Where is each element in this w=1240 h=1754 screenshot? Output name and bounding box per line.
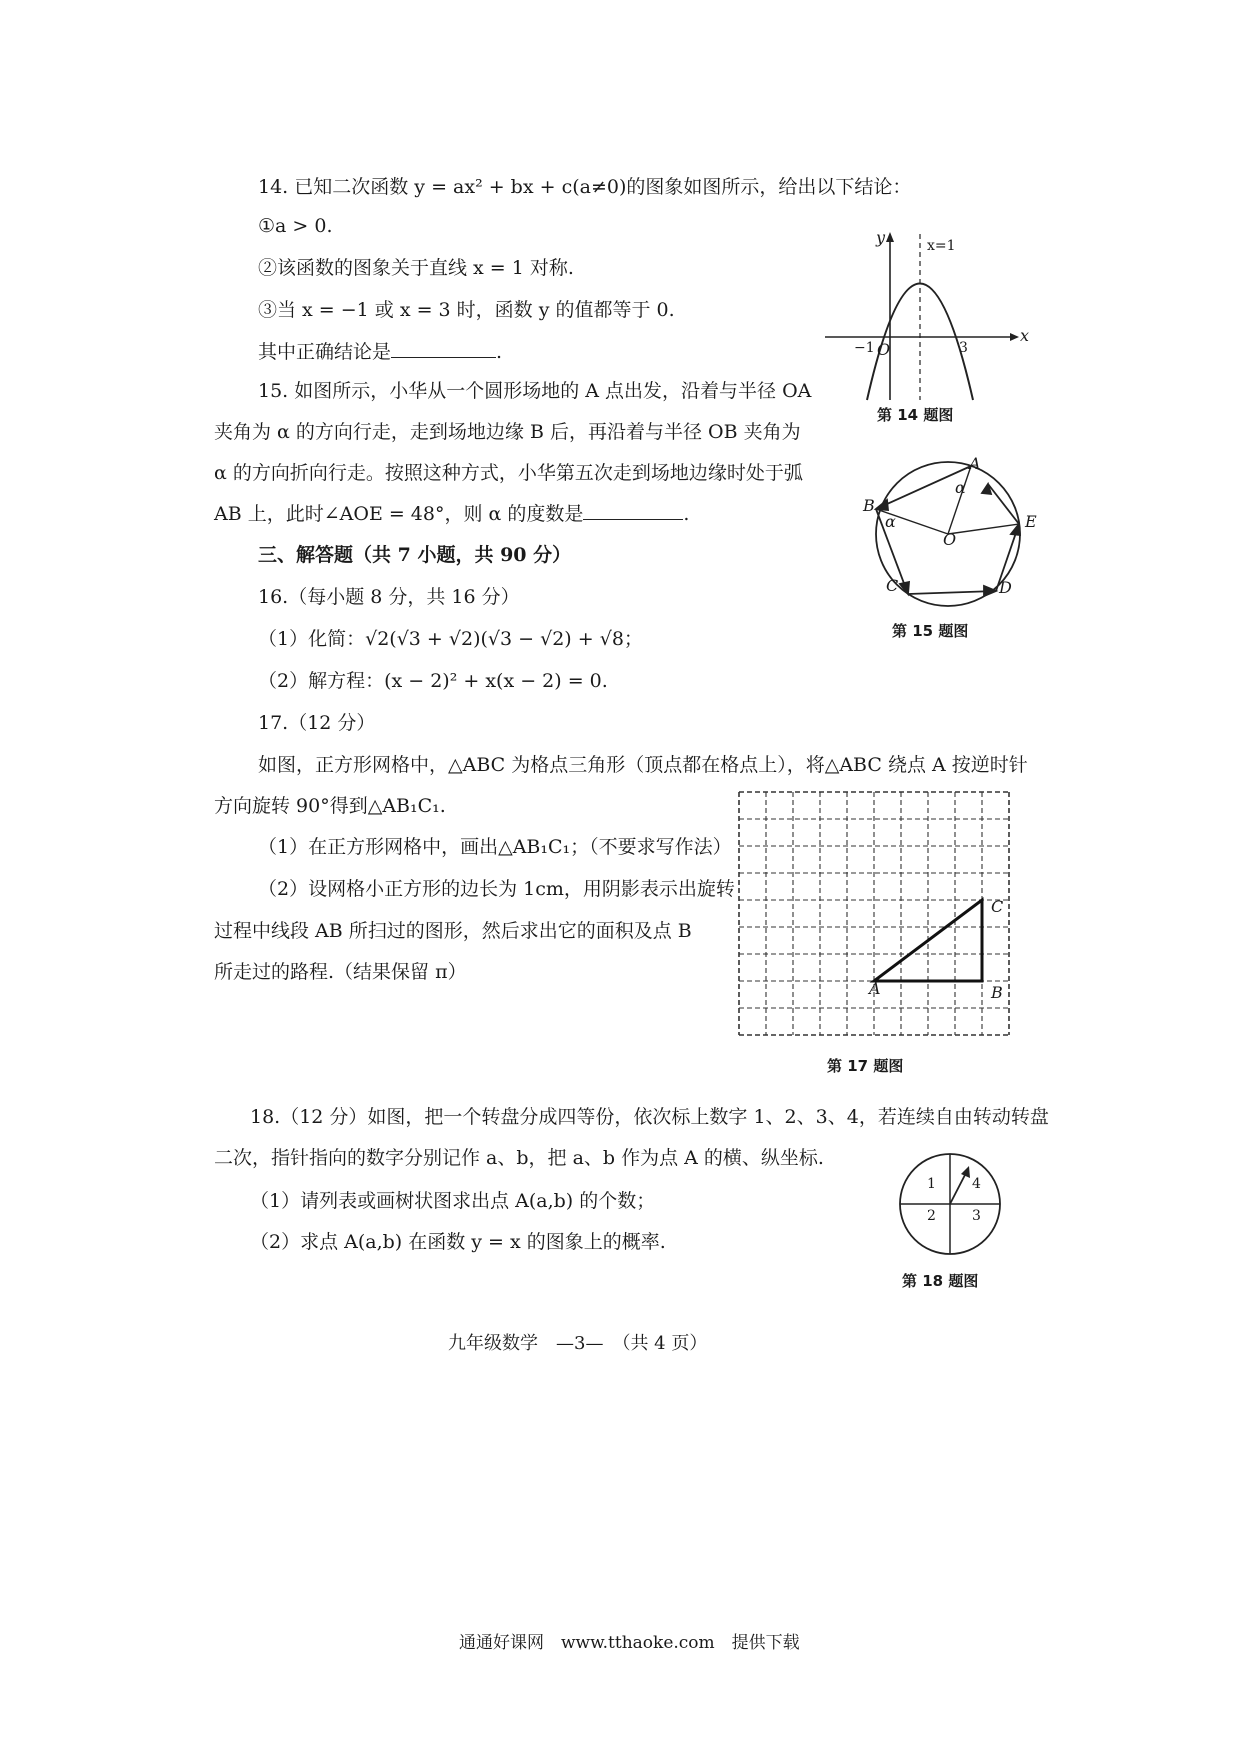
download-site-footer: 通通好课网 www.tthaoke.com 提供下载 <box>459 1633 800 1653</box>
q14-axis-line-label: x=1 <box>927 238 956 254</box>
q15-line-1: 15. 如图所示，小华从一个圆形场地的 A 点出发，沿着与半径 OA <box>258 380 812 402</box>
q18-part-2: （2）求点 A(a,b) 在函数 y = x 的图象上的概率. <box>250 1231 666 1253</box>
q17-part-1: （1）在正方形网格中，画出△AB₁C₁；（不要求写作法） <box>258 836 732 858</box>
q14-caption: 第 14 题图 <box>877 406 954 424</box>
q15-alpha-a: α <box>955 478 966 497</box>
q14-conclusion-2: ②该函数的图象关于直线 x = 1 对称. <box>258 257 574 279</box>
q14-three-label: 3 <box>959 340 968 356</box>
q18-sector-1: 1 <box>927 1176 936 1192</box>
q14-answer-blank <box>391 339 496 358</box>
q16-part-2: （2）解方程：(x − 2)² + x(x − 2) = 0. <box>258 670 608 692</box>
q15-line-4 <box>214 501 689 527</box>
q18-line-2: 二次，指针指向的数字分别记作 a、b，把 a、b 作为点 A 的横、纵坐标. <box>214 1147 824 1169</box>
q14-x-label: x <box>1020 326 1030 345</box>
q17-part-2c: 所走过的路程.（结果保留 π） <box>214 961 467 983</box>
q15-point-e: E <box>1025 512 1037 531</box>
q14-conclusion-1: ①a > 0. <box>258 215 333 237</box>
q17-point-b: B <box>991 983 1003 1002</box>
q15-line-2: 夹角为 α 的方向行走，走到场地边缘 B 后，再沿着与半径 OB 夹角为 <box>214 421 801 443</box>
q14-parabola-figure <box>825 232 1025 402</box>
q17-caption: 第 17 题图 <box>827 1057 904 1075</box>
q15-answer-blank <box>583 501 683 520</box>
q16-heading: 16.（每小题 8 分，共 16 分） <box>258 586 520 608</box>
q15-point-c: C <box>886 576 899 595</box>
q18-caption: 第 18 题图 <box>902 1272 979 1290</box>
q14-end: . <box>496 341 503 363</box>
q16-part-1: （1）化简：√2(√3 + √2)(√3 − √2) + √8； <box>258 628 643 650</box>
q17-part-2a: （2）设网格小正方形的边长为 1cm，用阴影表示出旋转 <box>258 878 735 900</box>
q17-line-2: 方向旋转 90°得到△AB₁C₁. <box>214 795 446 817</box>
q18-line-1: 18.（12 分）如图，把一个转盘分成四等份，依次标上数字 1、2、3、4，若连续自由转动转盘 <box>250 1106 1049 1128</box>
q14-ask: 其中正确结论是 <box>258 341 392 363</box>
q17-line-1: 如图，正方形网格中，△ABC 为格点三角形（顶点都在格点上），将△ABC 绕点 A 按逆时针 <box>258 754 1028 776</box>
q14-origin-label: O <box>877 340 891 359</box>
q17-grid-figure <box>735 788 1015 1048</box>
q17-point-a: A <box>869 979 881 998</box>
q15-point-b: B <box>863 496 875 515</box>
q15-alpha-b: α <box>885 512 896 531</box>
q18-part-1: （1）请列表或画树状图求出点 A(a,b) 的个数； <box>250 1190 656 1212</box>
q15-point-a: A <box>969 454 981 473</box>
q18-sector-2: 2 <box>927 1208 936 1224</box>
q14-neg1-label: −1 <box>854 340 875 356</box>
q18-spinner-figure <box>897 1151 1007 1261</box>
q17-part-2b: 过程中线段 AB 所扫过的图形，然后求出它的面积及点 B <box>214 920 692 942</box>
page-number-footer: 九年级数学 —3— （共 4 页） <box>448 1333 708 1354</box>
q15-point-d: D <box>999 578 1012 597</box>
q14-y-label: y <box>876 228 886 247</box>
q17-point-c: C <box>991 897 1004 916</box>
q18-sector-4: 4 <box>972 1176 981 1192</box>
q14-question <box>258 339 502 365</box>
q15-ask: AB 上，此时∠AOE = 48°，则 α 的度数是 <box>214 503 584 525</box>
q18-sector-3: 3 <box>972 1208 981 1224</box>
q15-caption: 第 15 题图 <box>892 622 969 640</box>
q15-end: . <box>683 503 690 525</box>
q14-stem: 14. 已知二次函数 y = ax² + bx + c(a≠0)的图象如图所示，给出以下结论： <box>258 176 912 198</box>
q15-point-o: O <box>943 530 957 549</box>
q14-conclusion-3: ③当 x = −1 或 x = 3 时，函数 y 的值都等于 0. <box>258 299 675 321</box>
section-3-heading: 三、解答题（共 7 小题，共 90 分） <box>258 544 572 566</box>
q17-heading: 17.（12 分） <box>258 712 376 734</box>
q15-line-3: α 的方向折向行走。按照这种方式，小华第五次走到场地边缘时处于弧 <box>214 462 803 484</box>
